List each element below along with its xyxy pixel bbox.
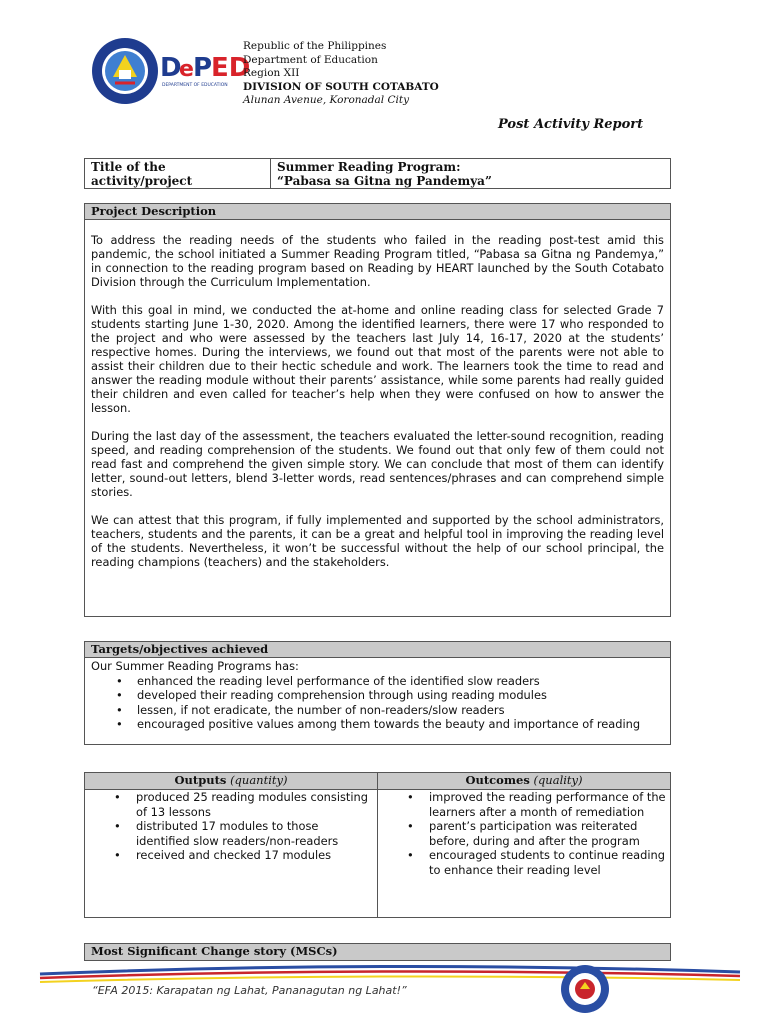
- outputs-heading: [85, 773, 377, 790]
- list-item: • improved the reading performance of the learners after a month of remediation: [429, 790, 666, 819]
- deped-seal-icon: [91, 37, 159, 105]
- label-line: Title of the: [91, 160, 166, 174]
- project-description-section: [84, 203, 671, 617]
- outcomes-heading-label: Outcomes: [465, 773, 530, 787]
- activity-title-value: [271, 159, 670, 188]
- svg-text:DEPARTMENT OF EDUCATION: DEPARTMENT OF EDUCATION: [162, 83, 228, 88]
- list-item: • produced 25 reading modules consisting of 13 lessons: [136, 790, 373, 819]
- msc-heading: Most Significant Change story (MSCs): [85, 944, 670, 960]
- list-item: • received and checked 17 modules: [136, 848, 373, 863]
- paragraph: To address the reading needs of the students who failed in the reading post-test amid this pandemic, the school initiated a Summer Reading Program titled, “Pabasa sa Gitna ng Pandemya,” in connection to the reading program based on Reading by HEART launched by the South Cotabato Division through the Curriculum Implementation.: [91, 233, 664, 289]
- list-item: • encouraged students to continue reading to enhance their reading level: [429, 848, 666, 877]
- outcomes-heading: [378, 773, 670, 790]
- outcomes-column: [378, 773, 670, 917]
- activity-title-table: [84, 158, 671, 189]
- svg-text:ED: ED: [211, 53, 251, 83]
- label-line: activity/project: [91, 174, 193, 188]
- outcomes-heading-note: (quality): [533, 773, 583, 787]
- address-line: Republic of the Philippines: [243, 40, 387, 52]
- outcomes-list: [378, 790, 670, 877]
- efa-logo-icon: [560, 964, 610, 1014]
- paragraph: With this goal in mind, we conducted the at-home and online reading class for selected Grade 7 students starting June 1-30, 2020. Among the identified learners, there were 17 who responded to the project and who were assessed by the teachers last July 14, 16-17, 2020 at the students’ respective homes. During the interviews, we found out that most of the parents were not able to assist their children due to their hectic schedule and work. The learners took the time to read and answer the reading module without their parents’ assistance, while some parents had really guided their children and even called for teacher’s help when they were confused on how to answer the lesson.: [91, 303, 664, 415]
- address-line: Region XII: [243, 67, 300, 79]
- outputs-column: [85, 773, 378, 917]
- outputs-heading-note: (quantity): [230, 773, 288, 787]
- outputs-list: [85, 790, 377, 863]
- outputs-outcomes-table: [84, 772, 671, 918]
- address-line: Department of Education: [243, 53, 378, 66]
- project-description-body: [85, 220, 670, 569]
- targets-heading: Targets/objectives achieved: [85, 642, 670, 658]
- list-item: • developed their reading comprehension through using reading modules: [137, 688, 664, 703]
- activity-title-label: [85, 159, 271, 188]
- footer-motto: “EFA 2015: Karapatan ng Lahat, Pananagutan ng Lahat!”: [92, 984, 407, 997]
- svg-text:P: P: [193, 53, 213, 83]
- svg-text:e: e: [179, 57, 194, 82]
- list-item: • parent’s participation was reiterated before, during and after the program: [429, 819, 666, 848]
- targets-body: [85, 658, 670, 732]
- targets-list: [91, 674, 664, 732]
- outputs-heading-label: Outputs: [174, 773, 227, 787]
- paragraph: We can attest that this program, if fully implemented and supported by the school administrators, teachers, students and the parents, it can be a great and helpful tool in improving the reading level of the students. Nevertheless, it won’t be successful without the help of our school principal, the reading champions (teachers) and the stakeholders.: [91, 513, 664, 569]
- list-item: • distributed 17 modules to those identified slow readers/non-readers: [136, 819, 373, 848]
- deped-logo: [160, 48, 251, 100]
- list-item: • lessen, if not eradicate, the number of non-readers/slow readers: [137, 703, 664, 718]
- office-address: [243, 40, 439, 108]
- list-item: • encouraged positive values among them towards the beauty and importance of reading: [137, 717, 664, 732]
- project-description-heading: Project Description: [85, 204, 670, 220]
- msc-section: [84, 943, 671, 961]
- value-line: Summer Reading Program:: [277, 160, 461, 174]
- targets-section: [84, 641, 671, 745]
- svg-text:D: D: [160, 53, 182, 83]
- paragraph: During the last day of the assessment, the teachers evaluated the letter-sound recognition, reading speed, and reading comprehension of the students. We found out that only few of them could not read fast and comprehend the given simple story. We can conclude that most of them can identify letter, sound-out letters, blend 3-letter words, read sentences/phrases and can comprehend simple stories.: [91, 429, 664, 499]
- address-division: DIVISION OF SOUTH COTABATO: [243, 80, 439, 93]
- report-title: Post Activity Report: [498, 117, 644, 132]
- list-item: • enhanced the reading level performance of the identified slow readers: [137, 674, 664, 689]
- targets-intro: Our Summer Reading Programs has:: [91, 659, 299, 673]
- address-street: Alunan Avenue, Koronadal City: [243, 94, 410, 106]
- value-line: “Pabasa sa Gitna ng Pandemya”: [277, 174, 492, 188]
